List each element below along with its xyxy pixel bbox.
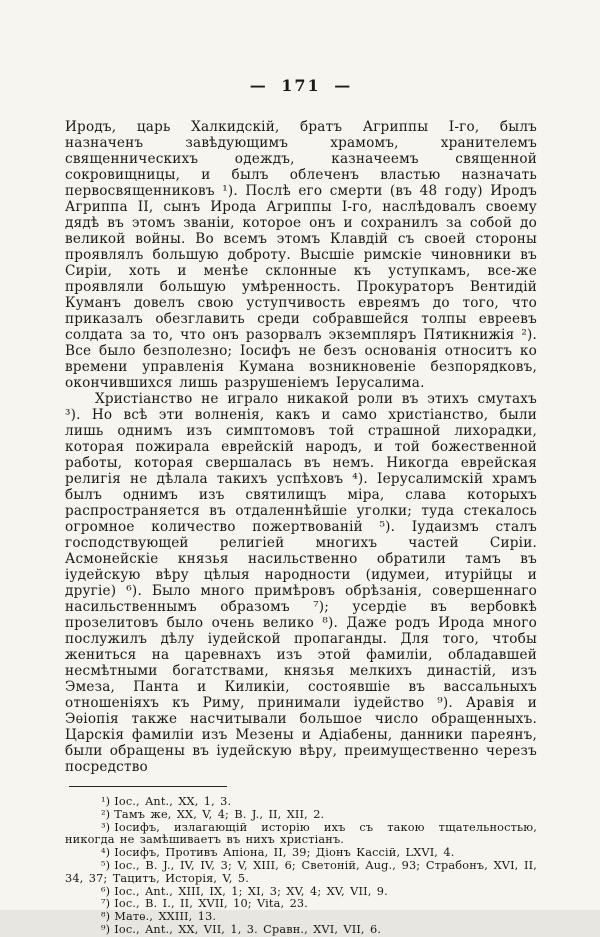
footnotes-list [65,796,537,937]
footnote-5-text: Іос., B. J., IV, IV, 3; V, XIII, 6; Светоній, Aug., 93; Страбонъ, XVI, II, 34, 37; Тацитъ, Исторія, V, 5. [65,858,537,885]
footnote-separator [69,786,227,787]
footnote-1-marker: ¹) [101,795,111,808]
footnote-9-marker: ⁹) [101,922,111,936]
footnote-2-marker: ²) [101,807,111,821]
footnote-2-text: Тамъ же, XX, V, 4; B. J., II, XII, 2. [114,807,325,821]
footnote-7-marker: ⁷) [101,897,111,911]
footnote-3 [65,822,537,848]
footnote-6-marker: ⁶) [101,884,111,898]
footnote-7-text: Іос., B. I., II, XVII, 10; Vita, 23. [114,897,308,911]
footnote-4-text: Іосифъ, Противъ Апіона, II, 39; Діонъ Кассій, LXVI, 4. [114,846,455,860]
footnote-8-marker: ⁸) [101,910,111,924]
footnote-5 [65,860,537,886]
body-text [65,119,537,775]
footnote-3-text: Іосифъ, излагающій исторію ихъ съ такою тщательностью, никогда не замѣшиваетъ въ нихъ христіанъ. [65,820,537,847]
footnote-3-marker: ³) [101,820,111,834]
footnote-5-marker: ⁵) [101,858,111,872]
page-number: — 171 — [249,76,353,95]
footnote-6-text: Іос., Ant., XIII, IX, 1; XI, 3; XV, 4; XV, VII, 9. [114,884,388,898]
paragraph-herod-chalkis: Иродъ, царь Халкидскій, братъ Агриппы I-го, былъ назначенъ завѣдующимъ храмомъ, хранителемъ священническихъ одеждъ, казначеемъ священной сокровищницы, и былъ облеченъ властью назначать первосвященниковъ ¹). Послѣ его смерти (въ 48 году) Иродъ Агриппа II, сынъ Ирода Агриппы I-го, наслѣдовалъ своему дядѣ въ этомъ званіи, которое онъ и сохранилъ за собой до великой войны. Во всемъ этомъ Клавдій съ своей стороны проявлялъ большую доброту. Высшіе римскіе чиновники въ Сиріи, хоть и менѣе склонные къ уступкамъ, все-же проявляли большую умѣренность. Прокураторъ Вентидій Куманъ довелъ свою уступчивость евреямъ до того, что приказалъ обезглавить среди собравшейся толпы евреевъ солдата за то, что онъ разорвалъ экземпляръ Пятикнижія ²). Все было безполезно; Іосифъ не безъ основанія относитъ ко времени управленія Кумана возникновеніе безпорядковъ, окончившихся лишь разрушеніемъ Іерусалима. [65,119,537,391]
paragraph-christianity-judaism: Христіанство не играло никакой роли въ этихъ смутахъ ³). Но всѣ эти волненія, какъ и само христіанство, были лишь однимъ изъ симптомовъ той страшной лихорадки, которая пожирала еврейскій народъ, и той божественной работы, которая свершалась въ немъ. Никогда еврейская религія не дѣлала такихъ успѣховъ ⁴). Іерусалимскій храмъ былъ однимъ изъ святилищъ міра, слава которыхъ распространяется въ отдаленнѣйшіе уголки; туда стекалось огромное количество пожертвованій ⁵). Іудаизмъ сталъ господствующей религіей многихъ частей Сиріи. Асмонейскіе князья насильственно обратили тамъ въ іудейскую вѣру цѣлыя народности (идумеи, итурійцы и другіе) ⁶). Было много примѣровъ обрѣзанія, совершеннаго насильственнымъ образомъ ⁷); усердіе въ вербовкѣ прозелитовъ было очень велико ⁸). Даже родъ Ирода много послужилъ дѣлу іудейской пропаганды. Для того, чтобы жениться на царевнахъ изъ этой фамиліи, обладавшей несмѣтными богатствами, князья мелкихъ династій, изъ Эмеза, Панта и Киликіи, состоявшіе въ вассальныхъ отношеніяхъ къ Риму, принимали іудейство ⁹). Аравія и Эѳіопія также насчитывали большое число обращенныхъ. Царскія фамиліи изъ Мезены и Адіабены, данники пареянъ, были обращены въ іудейскую вѣру, преимущественно черезъ посредство [65,391,537,775]
footnote-9-text: Іос., Ant., XX, VII, 1, 3. Сравн., XVI, VII, 6. [114,922,382,936]
footnote-8-text: Матѳ., XXIII, 13. [114,910,217,924]
footnote-9 [65,924,537,937]
footnote-4-marker: ⁴) [101,846,111,860]
footnote-1-text: Іос., Ant., XX, 1, 3. [114,795,232,808]
